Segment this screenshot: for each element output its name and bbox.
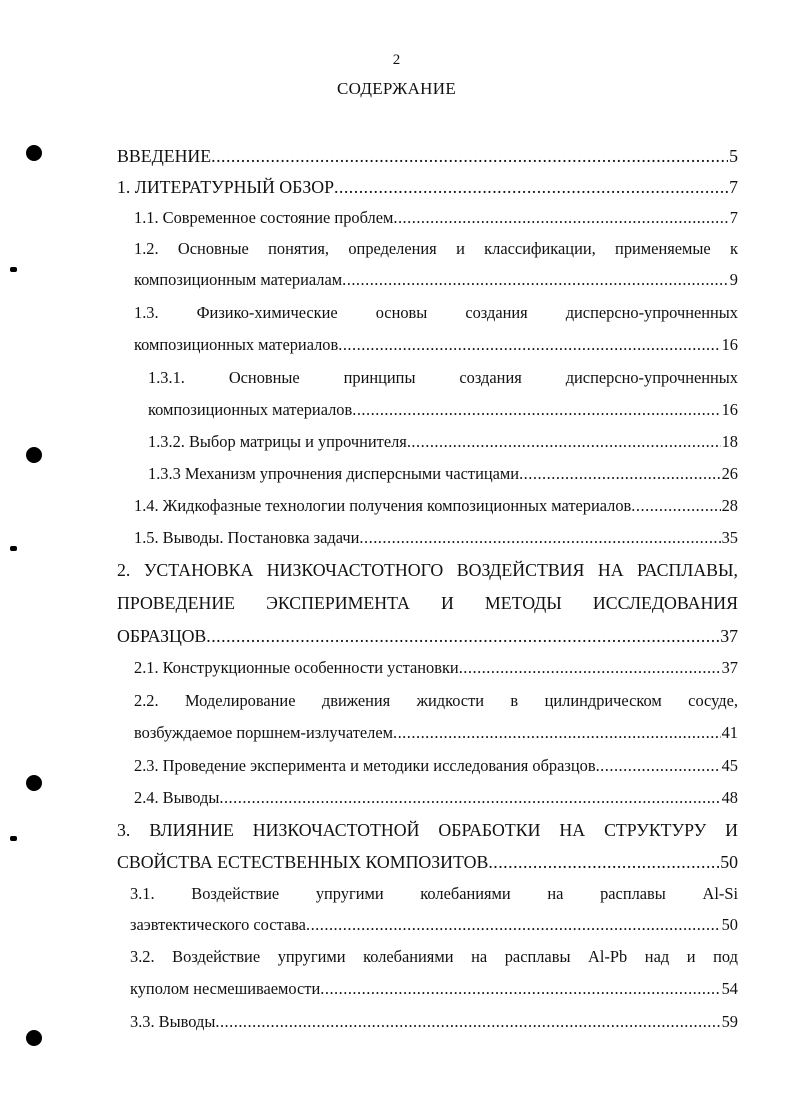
toc-entry-page: 50 xyxy=(720,852,738,872)
toc-entry-page: 50 xyxy=(721,915,738,934)
toc-entry-page: 54 xyxy=(721,979,738,998)
toc-entry-line: ПРОВЕДЕНИЕ ЭКСПЕРИМЕНТА И МЕТОДЫ ИССЛЕДОВАНИЯ xyxy=(117,593,738,613)
toc-entry-title: 1.4. Жидкофазные технологии получения композиционных материалов xyxy=(134,496,632,515)
toc-entry-page: 59 xyxy=(721,1012,738,1031)
toc-entry xyxy=(148,394,738,426)
toc-entry-title: композиционных материалов xyxy=(148,400,353,419)
toc-entry-page: 37 xyxy=(721,658,738,677)
toc-entry-title: ВВЕДЕНИЕ xyxy=(117,146,212,166)
toc-entry-page: 41 xyxy=(721,723,738,742)
toc-entry xyxy=(134,202,738,234)
toc-entry-title: композиционных материалов xyxy=(134,335,339,354)
toc-entry-page: 5 xyxy=(729,146,738,166)
toc-entry-title: СВОЙСТВА ЕСТЕСТВЕННЫХ КОМПОЗИТОВ xyxy=(117,852,489,872)
toc-entry-page: 18 xyxy=(721,432,738,451)
scan-speck xyxy=(10,267,17,272)
binder-hole xyxy=(26,775,42,791)
toc-entry-line: 3.2. Воздействие упругими колебаниями на расплавы Al-Pb над и под xyxy=(130,947,738,966)
toc-entry-line: 1.3.1. Основные принципы создания дисперсно-упрочненных xyxy=(148,368,738,387)
toc-entry-page: 45 xyxy=(721,756,738,775)
toc-entry-page: 9 xyxy=(729,270,738,289)
toc-entry xyxy=(134,329,738,361)
toc-entry xyxy=(117,846,738,878)
binder-hole xyxy=(26,145,42,161)
toc-entry-page: 7 xyxy=(729,208,738,227)
toc-entry-page: 26 xyxy=(721,464,738,483)
toc-entry-page: 37 xyxy=(720,626,738,646)
toc-entry-page: 28 xyxy=(721,496,738,515)
toc-entry-title: 1.5. Выводы. Постановка задачи xyxy=(134,528,360,547)
toc-entry-title: ОБРАЗЦОВ xyxy=(117,626,207,646)
toc-entry-title: 2.4. Выводы xyxy=(134,788,220,807)
toc-entry xyxy=(134,522,738,554)
toc-entry-line: 2.2. Моделирование движения жидкости в цилиндрическом сосуде, xyxy=(134,691,738,710)
toc-entry-title: куполом несмешиваемости xyxy=(130,979,321,998)
toc-entry-page: 35 xyxy=(721,528,738,547)
toc-entry-title: 1.3.3 Механизм упрочнения дисперсными частицами xyxy=(148,464,520,483)
toc-entry-line: 1.3. Физико-химические основы создания дисперсно-упрочненных xyxy=(134,303,738,322)
page-title: СОДЕРЖАНИЕ xyxy=(336,79,457,98)
page-number: 2 xyxy=(392,52,401,68)
toc-entry-page: 7 xyxy=(729,177,738,197)
toc-entry-line: 3.1. Воздействие упругими колебаниями на расплавы Al-Si xyxy=(130,884,738,903)
toc-entry-title: 2.1. Конструкционные особенности установки xyxy=(134,658,459,677)
binder-hole xyxy=(26,1030,42,1046)
toc-entry-page: 16 xyxy=(721,400,738,419)
toc-entry xyxy=(148,426,738,458)
toc-entry-title: композиционным материалам xyxy=(134,270,343,289)
toc-entry xyxy=(134,717,738,749)
toc-entry xyxy=(130,973,738,1005)
toc-entry xyxy=(134,782,738,814)
toc-entry-title: заэвтектического состава xyxy=(130,915,306,934)
toc-entry xyxy=(130,909,738,941)
toc-entry xyxy=(134,490,738,522)
toc-entry-title: возбуждаемое поршнем-излучателем xyxy=(134,723,393,742)
toc-entry-line: 1.2. Основные понятия, определения и классификации, применяемые к xyxy=(134,239,738,258)
toc-entry-title: 1. ЛИТЕРАТУРНЫЙ ОБЗОР xyxy=(117,177,334,197)
toc-entry-page: 48 xyxy=(721,788,738,807)
toc-entry xyxy=(130,1006,738,1038)
toc-entry-title: 1.1. Современное состояние проблем xyxy=(134,208,394,227)
toc-entry-line: 3. ВЛИЯНИЕ НИЗКОЧАСТОТНОЙ ОБРАБОТКИ НА СТРУКТУРУ И xyxy=(117,820,738,840)
toc-entry xyxy=(117,620,738,652)
toc-entry-title: 2.3. Проведение эксперимента и методики исследования образцов xyxy=(134,756,596,775)
binder-hole xyxy=(26,447,42,463)
toc-entry-title: 3.3. Выводы xyxy=(130,1012,216,1031)
toc-entry-page: 16 xyxy=(721,335,738,354)
toc-entry xyxy=(134,750,738,782)
toc-entry xyxy=(134,264,738,296)
toc-entry-line: 2. УСТАНОВКА НИЗКОЧАСТОТНОГО ВОЗДЕЙСТВИЯ НА РАСПЛАВЫ, xyxy=(117,560,738,580)
toc-entry xyxy=(117,140,738,172)
toc-entry xyxy=(148,458,738,490)
scan-speck xyxy=(10,836,17,841)
scan-speck xyxy=(10,546,17,551)
toc-entry-title: 1.3.2. Выбор матрицы и упрочнителя xyxy=(148,432,407,451)
toc-entry xyxy=(117,171,738,203)
toc-entry xyxy=(134,652,738,684)
